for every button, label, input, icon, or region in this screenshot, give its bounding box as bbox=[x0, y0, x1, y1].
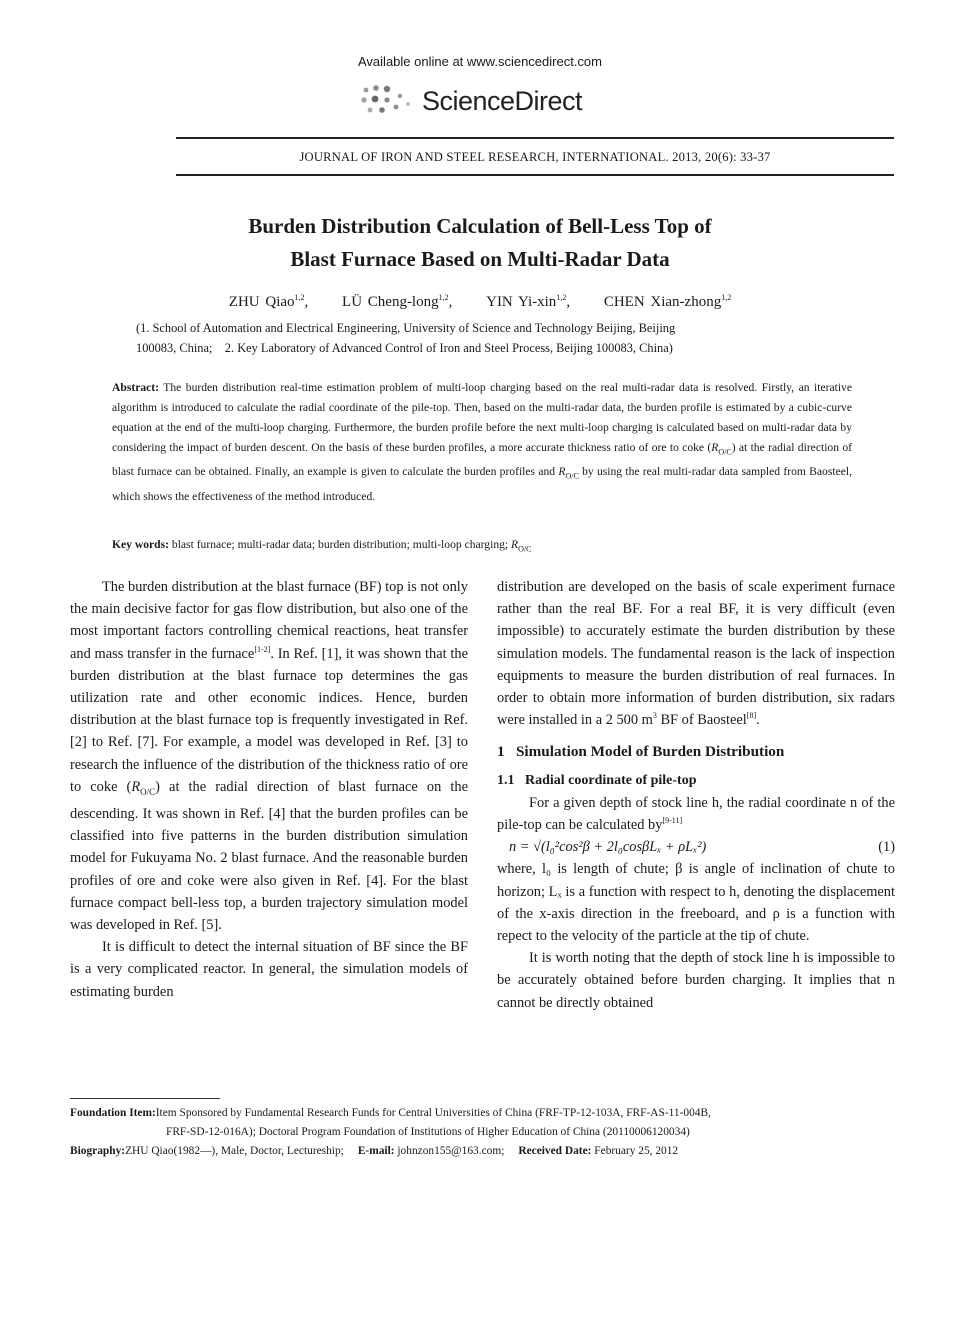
footnotes bbox=[70, 1104, 890, 1161]
abstract: Abstract: The burden distribution real-time estimation problem of multi-loop charging based on the real multi-radar data is resolved. Firstly, an iterative algorithm is introduced to calculate the radial coordinate of the pile-top. Then, based on the multi-radar data, the burden profile is estimated by a cubic-curve equation at the end of the multi-loop charging. Furthermore, the burden profile before the next multi-loop charging is calculated based on multi-radar data by considering the impact of burden descent. On the basis of these burden profiles, a more accurate thickness ratio of ore to coke $(R_{O/C})$ at the radial direction of blast furnace can be obtained. Finally, an example is given to calculate the burden profiles and $R_{O/C}$ by using the real multi-radar data sampled from Baosteel, which shows the effectiveness of the method introduced. bbox=[112, 381, 852, 503]
biography: Biography:ZHU Qiao(1982—), Male, Doctor, Lectureship; E-mail: johnzon155@163.com; Received Date: February 25, 2012 bbox=[70, 1145, 679, 1157]
body-column-right bbox=[497, 576, 895, 1014]
abstract-label: Abstract: bbox=[112, 381, 160, 394]
paragraph: For a given depth of stock line h, the radial coordinate n of the pile-top can be calculated by[9-11] bbox=[497, 794, 895, 834]
author: CHEN Xian-zhong$^{1,2}$ bbox=[603, 293, 732, 310]
body-column-left bbox=[70, 576, 468, 1003]
logo-text: ScienceDirect bbox=[422, 86, 583, 116]
equation: n = √(l₀²cos²β + 2l₀cosβLₓ + ρLₓ²) bbox=[509, 839, 707, 856]
email-link[interactable]: johnzon155@163.com; bbox=[397, 1145, 505, 1157]
equation-number: (1) bbox=[878, 839, 895, 856]
availability-banner[interactable]: Available online at www.sciencedirect.com bbox=[358, 54, 602, 69]
paragraph: where, l₀ is length of chute; β is angle of inclination of chute to horizon; Lₓ is a function with respect to h, denoting the displacement of the x-axis direction in the freeboard, and ρ is a function with repect to the velocity of the particle at the tip of chute. bbox=[497, 861, 895, 945]
equation-1 bbox=[497, 836, 895, 858]
sciencedirect-dots-icon bbox=[356, 82, 420, 118]
affiliations bbox=[136, 318, 836, 358]
keywords-label: Key words: bbox=[112, 538, 169, 551]
author: ZHU Qiao$^{1,2}$, bbox=[228, 293, 309, 310]
foundation-item: Foundation Item:Item Sponsored by Fundamental Research Funds for Central Universities of China (FRF-TP-12-103A, FRF-AS-11-004B, bbox=[70, 1107, 711, 1119]
paragraph: The burden distribution at the blast furnace (BF) top is not only the main decisive factor for gas flow distribution, but also one of the most important factors controlling chemical reactions, heat transfer and mass transfer in the furnace[1-2]. In Ref. [1], it was shown that the burden distribution at the blast furnace top determines the gas utilization rate and other economic indices. Hence, burden distribution at the blast furnace top is frequently investigated in Ref. [2] to Ref. [7]. For example, a model was developed in Ref. [3] to research the influence of the distribution of the thickness ratio of ore to coke $(R_{O/C})$ at the radial direction of blast furnace on the descending. It was shown in Ref. [4] that the burden profiles can be classified into five patterns in the burden distribution simulation model for Fukuyama No. 2 blast furnace. And the reasonable burden profiles of ore and coke were also given in Ref. [4]. For the blast furnace compact bell-less top, a burden trajectory simulation model was developed in Ref. [5]. bbox=[70, 579, 468, 933]
affiliation-line-1: (1. School of Automation and Electrical Engineering, University of Science and Technology Beijing, Beijing bbox=[136, 321, 676, 335]
title-line-2: Blast Furnace Based on Multi-Radar Data bbox=[290, 247, 670, 271]
paragraph: It is worth noting that the depth of stock line h is impossible to be accurately obtained before burden charging. It implies that n cannot be directly obtained bbox=[497, 950, 895, 1011]
header-rule-top bbox=[176, 137, 894, 139]
affiliation-line-2: 100083, China; 2. Key Laboratory of Advanced Control of Iron and Steel Process, Beijing 100083, China) bbox=[136, 341, 673, 355]
sciencedirect-logo[interactable] bbox=[356, 82, 616, 122]
author: YIN Yi-xin$^{1,2}$, bbox=[486, 293, 571, 310]
header-rule-bottom bbox=[176, 174, 894, 176]
paper-title bbox=[80, 210, 880, 276]
author: LÜ Cheng-long$^{1,2}$, bbox=[342, 293, 453, 310]
subsection-heading: 1.1 Radial coordinate of pile-top bbox=[497, 772, 697, 788]
paragraph: distribution are developed on the basis of scale experiment furnace rather than the real BF. For a real BF, it is very difficult (even impossible) to accurately estimate the burden distribution by these simulation models. The fundamental reason is the lack of inspection equipments to measure the burden distribution of real furnaces. In order to obtain more information of burden distribution, six radars were installed in a 2 500 $m^3$ BF of Baosteel[8]. bbox=[497, 579, 895, 729]
title-line-1: Burden Distribution Calculation of Bell-Less Top of bbox=[248, 214, 712, 238]
foundation-item-cont: FRF-SD-12-016A); Doctoral Program Foundation of Institutions of Higher Education of China (20110006120034) bbox=[166, 1126, 690, 1138]
journal-citation: JOURNAL OF IRON AND STEEL RESEARCH, INTERNATIONAL. 2013, 20(6): 33-37 bbox=[299, 150, 771, 164]
section-heading: 1 Simulation Model of Burden Distribution bbox=[497, 743, 785, 761]
author-list bbox=[80, 294, 880, 311]
paragraph: It is difficult to detect the internal situation of BF since the BF is a very complicated reactor. In general, the simulation models of estimating burden bbox=[70, 939, 468, 1000]
footnote-rule bbox=[70, 1098, 220, 1099]
keywords: Key words: blast furnace; multi-radar data; burden distribution; multi-loop charging; $R_{O/C}$ bbox=[112, 538, 532, 554]
